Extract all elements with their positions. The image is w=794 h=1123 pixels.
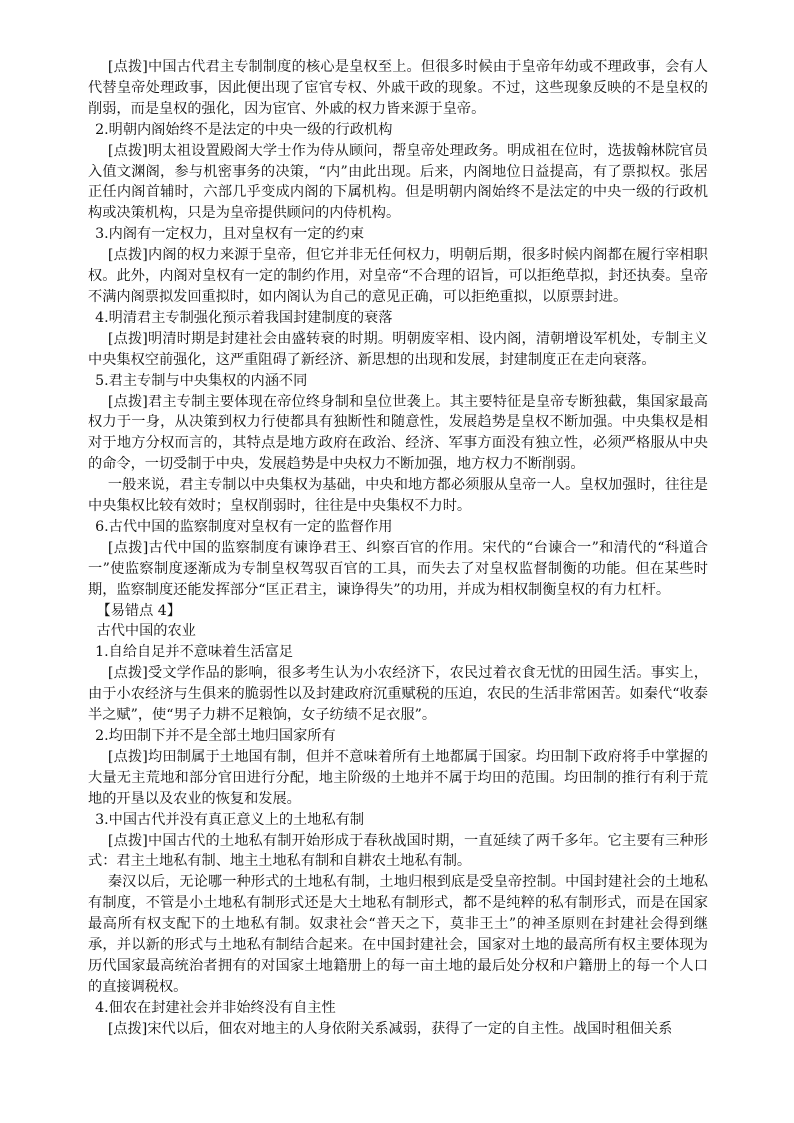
paragraph-ming-qing-decline-note: [点拨]明清时期是封建社会由盛转衰的时期。明朝废宰相、设内阁，清朝增设军机处，专制主义中央集权空前强化，这严重阻碍了新经济、新思想的出现和发展，封建制度正在走向衰落。 [88, 330, 708, 368]
paragraph-supervision-system-note: [点拨]古代中国的监察制度有谏诤君王、纠察百官的作用。宋代的“台谏合一”和清代的“科道合一”使监察制度逐渐成为专制皇权驾驭百官的工具，而失去了对皇权监督制衡的功能。但在某些时期，监察制度还能发挥部分“匡正君主，谏诤得失”的功用，并成为相权制衡皇权的有力杠杆。 [88, 539, 708, 598]
paragraph-ming-cabinet-note: [点拨]明太祖设置殿阁大学士作为侍从顾问，帮皇帝处理政务。明成祖在位时，选拔翰林院官员入值文渊阁，参与机密事务的决策，“内”由此出现。后来，内阁地位日益提高，有了票拟权。张居正任内阁首辅时，六部几乎变成内阁的下属机构。但是明朝内阁始终不是法定的中央一级的行政机构或决策机构，只是为皇帝提供顾问的内侍机构。 [88, 142, 708, 222]
heading-cabinet-power: 3.内阁有一定权力，且对皇权有一定的约束 [95, 226, 365, 243]
paragraph-private-land-cont: 秦汉以后，无论哪一种形式的土地私有制，土地归根到底是受皇帝控制。中国封建社会的土地私有制度，不管是小土地私有制形式还是大土地私有制形式，都不是纯粹的私有制形式，而是在国家最高所有权支配下的土地私有制。奴隶社会“普天之下，莫非王土”的神圣原则在封建社会得到继承，并以新的形式与土地私有制结合起来。在中国封建社会，国家对土地的最高所有权主要体现为历代国家最高统治者拥有的对国家土地籍册上的每一亩土地的最后处分权和户籍册上的每一个人口的直接调税权。 [88, 874, 708, 995]
paragraph-tenant-autonomy-note: [点拨]宋代以后，佃农对地主的人身依附关系减弱，获得了一定的自主性。战国时租佃关系 [107, 1020, 673, 1037]
paragraph-autocracy-centralization-cont: 一般来说，君主专制以中央集权为基础，中央和地方都必须服从皇帝一人。皇权加强时，往往是中央集权比较有效时；皇权削弱时，往往是中央集权不力时。 [88, 477, 708, 515]
heading-supervision-system: 6.古代中国的监察制度对皇权有一定的监督作用 [95, 518, 393, 535]
document-page [88, 57, 708, 1040]
heading-ming-cabinet: 2.明朝内阁始终不是法定的中央一级的行政机构 [95, 121, 393, 138]
heading-private-land: 3.中国古代并没有真正意义上的土地私有制 [95, 811, 365, 828]
paragraph-private-land-note: [点拨]中国古代的土地私有制开始形成于春秋战国时期，一直延续了两千多年。它主要有三种形式：君主土地私有制、地主土地私有制和自耕农土地私有制。 [88, 832, 708, 870]
paragraph-eunuch-note: [点拨]中国古代君主专制制度的核心是皇权至上。但很多时候由于皇帝年幼或不理政事，会有人代替皇帝处理政事，因此便出现了宦官专权、外戚干政的现象。不过，这些现象反映的不是皇权的削弱，而是皇权的强化，因为宦官、外戚的权力皆来源于皇帝。 [88, 59, 708, 117]
section-title-error-point-4: 【易错点 4】 [96, 602, 181, 619]
paragraph-cabinet-power-note: [点拨]内阁的权力来源于皇帝，但它并非无任何权力，明朝后期，很多时候内阁都在履行宰相职权。此外，内阁对皇权有一定的制约作用，对皇帝“不合理的诏旨，可以拒绝草拟，封还执奏。皇帝不满内阁票拟发回重拟时，如内阁认为自己的意见正确，可以拒绝重拟，以原票封进。 [88, 247, 708, 305]
heading-ming-qing-decline: 4.明清君主专制强化预示着我国封建制度的衰落 [95, 309, 393, 326]
paragraph-autocracy-centralization-note: [点拨]君主专制主要体现在帝位终身制和皇位世袭上。其主要特征是皇帝专断独截，集国家最高权力于一身，从决策到权力行使都具有独断性和随意性，发展趋势是皇权不断加强。中央集权是相对于地方分权而言的，其特点是地方政府在政治、经济、军事方面没有独立性，必须严格服从中央的命令，一切受制于中央，发展趋势是中央权力不断加强，地方权力不断削弱。 [88, 393, 708, 473]
heading-autocracy-centralization: 5.君主专制与中央集权的内涵不同 [95, 372, 308, 389]
heading-equal-field: 2.均田制下并不是全部土地归国家所有 [95, 728, 336, 744]
paragraph-self-sufficiency-note: [点拨]受文学作品的影响，很多考生认为小农经济下，农民过着衣食无忧的田园生活。事实上，由于小农经济与生俱来的脆弱性以及封建政府沉重赋税的压迫，农民的生活非常困苦。如秦代“收泰半之赋”，使“男子力耕不足粮饷，女子纺绩不足衣服”。 [88, 665, 708, 724]
topic-ancient-agriculture: 古代中国的农业 [96, 623, 196, 640]
heading-tenant-autonomy: 4.佃农在封建社会并非始终没有自主性 [95, 999, 336, 1016]
paragraph-equal-field-note: [点拨]均田制属于土地国有制，但并不意味着所有土地都属于国家。均田制下政府将手中掌握的大量无主荒地和部分官田进行分配，地主阶级的土地并不属于均田的范围。均田制的推行有利于荒地的开垦以及农业的恢复和发展。 [88, 748, 708, 807]
heading-self-sufficiency: 1.自给自足并不意味着生活富足 [95, 644, 294, 661]
